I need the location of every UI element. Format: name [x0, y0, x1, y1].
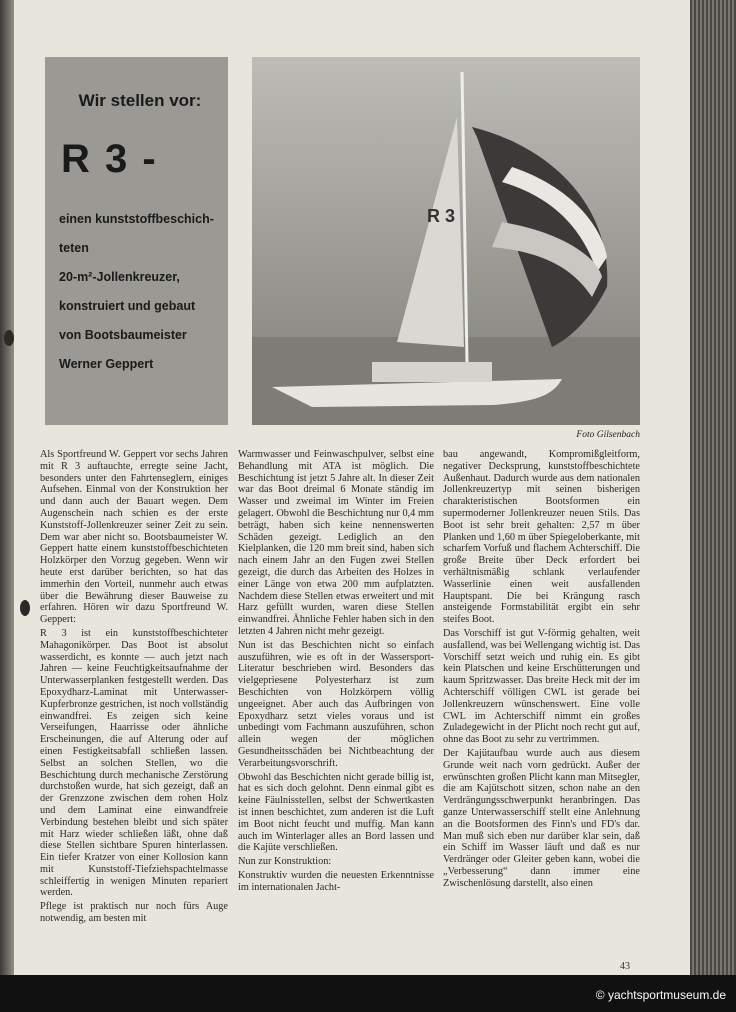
paragraph: Pflege ist praktisch nur noch fürs Auge notwendig, am besten mit — [40, 901, 228, 925]
paragraph: Nun ist das Beschichten nicht so einfach auszuführen, wie es oft in der Wassersport-Literatur beschrieben wird. Besonders das vielgepriesene Polyesterharz ist zum Beschichten von Holzkörpern völlig ungeeignet. Aber auch das Aufbringen von Epoxydharz setzt vieles voraus und ist unbedingt vom Fachmann auszuführen, schon allein wegen der möglichen Gesundheitsschäden bei Nichtbeachtung der Verarbeitungsvorschrift. — [238, 639, 434, 769]
photo-caption: Foto Gilsenbach — [576, 430, 640, 440]
subtitle-line: von Bootsbaumeister — [59, 328, 187, 342]
paragraph: Nun zur Konstruktion: — [238, 856, 332, 868]
copyright-credit: © yachtsportmuseum.de — [595, 988, 726, 1002]
paragraph: Warmwasser und Feinwaschpulver, selbst eine Behandlung mit ATA ist möglich. Die Beschichtung ist jetzt 5 Jahre alt. In dieser Zeit war das Boot dreimal 6 Monate ständig im Wasser und zweimal im Winter im Freien gelagert. Obwohl die Beschichtung nur 0,4 mm beträgt, haben sich keine nennenswerten Schäden gezeigt. Lediglich an den Kielplanken, die 120 mm breit sind, haben sich nach einem Jahr an den Fugen zwei Stellen gezeigt, die durch das Arbeiten des Holzes in einer Länge von etwa 200 mm aufplatzten. Nachdem diese Stellen etwas erweitert und mit Harz gefüllt wurden, waren diese Stellen einwandfrei. Ähnliche Fehler haben sich in den letzten 4 Jahren nicht mehr gezeigt. — [238, 449, 434, 637]
intro-box — [45, 57, 228, 425]
paragraph: Obwohl das Beschichten nicht gerade billig ist, hat es sich doch gelohnt. Denn einmal gibt es keine Fäulnisstellen, selbst der Schwertkasten ist innen beschichtet, zum anderen ist die Luft im Boot nicht feucht und muffig. Man kann auch im Winterlager alles an Bord lassen und die Kajüte verschließen. — [238, 771, 434, 854]
binding-hole — [4, 330, 14, 346]
subtitle-line: teten — [59, 241, 89, 255]
kicker: Wir stellen vor: — [78, 91, 202, 110]
paragraph: Das Vorschiff ist gut V-förmig gehalten, weit ausfallend, was bei Wellengang wichtig ist. Das Vorschiff setzt weich und ruhig ein. Es gibt kein Platschen und keine Erschütterungen und kaum Spritzwasser. Das breite Heck mit der im Achterschiff völligen CWL ist gerade bei Jollenkreuzern wünschenswert. Eine volle CWL im Achterschiff nimmt ein großes Zuladegewicht in der Plicht noch recht gut auf, ohne das Boot zu sehr zu vertrimmen. — [443, 627, 640, 746]
article-title: R 3 - — [61, 137, 158, 181]
subtitle-line: einen kunststoffbeschich- — [59, 212, 214, 226]
text-column-2 — [238, 449, 434, 895]
book-page-edges — [690, 0, 736, 975]
subtitle-line: konstruiert und gebaut — [59, 299, 196, 313]
subtitle-line: Werner Geppert — [59, 357, 154, 371]
sailboat-photo — [252, 57, 640, 425]
sail-number: R 3 — [427, 206, 456, 226]
subtitle — [59, 205, 224, 379]
paragraph: Konstruktiv wurden die neuesten Erkenntnisse im internationalen Jacht- — [238, 869, 434, 893]
subtitle-line: 20-m²-Jollenkreuzer, — [59, 270, 180, 284]
binding-hole — [20, 600, 30, 616]
text-column-3 — [443, 449, 640, 891]
paragraph: Der Kajütaufbau wurde auch aus diesem Grunde weit nach vorn gedrückt. Außer der erwünschten großen Plicht kann man Mitsegler, die am Kajütschott sitzen, schon nahe an den Verdrängungsschwerpunkt heranbringen. Das ganze Unterwasserschiff stellt eine Anlehnung an die Bootsformen des Finn's und FD's dar. Man muß sich eben nur darüber klar sein, daß ein Schiff im Wasser läuft und daß es nur Verdränger oder Gleiter geben kann, wobei die „Verbesserung“ dann immer eine Zwischenlösung darstellt, also einen — [443, 747, 640, 889]
paragraph: R 3 ist ein kunststoffbeschichteter Mahagonikörper. Das Boot ist absolut wasserdicht, es konnte — auch jetzt nach Jahren — keine Feuchtigkeitsaufnahme der Unterwasserplanken festgestellt werden. Das Epoxydharz-Laminat mit Unterwasser-Kupferbronze gestrichen, ist noch vollständig einwandfrei. Es zeigen sich keine Verseifungen, Haarrisse oder ähnliche Erscheinungen, die auf Alterung oder auf einen Festigkeitsabfall schließen lassen. Selbst an solchen Stellen, wo die Beschichtung durch mechanische Zerstörung durchstoßen wurde, hat sich gezeigt, daß an der Grenzzone zwischen dem rohen Holz und dem Laminat eine einwandfreie Verbindung bestehen bleibt und sich später mit Harz wieder schließen läßt, ohne daß diese Stellen sichtbare Spuren hinterlassen. Ein tiefer Kratzer von einer Kollosion kann mit Kunststoff-Tiefziehspachtelmasse schleiffertig in wenigen Minuten repariert werden. — [40, 627, 228, 899]
paragraph: Als Sportfreund W. Geppert vor sechs Jahren mit R 3 auftauchte, erregte seine Jacht, besonders unter den Fahrtenseglern, einiges Aufsehen. Einmal von der Konstruktion her und dann auch der Bauart wegen. Dem Augenschein nach schien es der erste Kunststoff-Jollenkreuzer seiner Zeit zu sein. Dem war aber nicht so. Bootsbaumeister W. Geppert hatte einem kunststoffbeschichteten Holzkörper den Vorzug gegeben. Wenn wir heute erst darüber berichten, so hat das immerhin den Vorteil, nunmehr auch etwas über die Bewährung dieser Bauweise zu erfahren. Hören wir dazu Sportfreund W. Geppert: — [40, 449, 228, 626]
page-number: 43 — [620, 961, 630, 972]
text-column-1 — [40, 449, 228, 927]
paragraph: bau angewandt, Kompromißgleitform, negativer Decksprung, kunststoffbeschichtete Außenhaut. Dadurch wurde aus dem nationalen Jollenkreuzertyp mit seinen bisherigen charakteristischen Bootsformen ein supermoderner Jollenkreuzer neuen Stils. Das Boot ist sehr breit gehalten: 2,57 m über Planken und 1,60 m über Spiegeloberkante, mit scharfem Vorfuß und flachem Achterschiff. Die große Breite über Deck erfordert bei verhältnismäßig schlank verlaufender Wasserlinie einen weit ausfallenden Hauptspant. Die bei Krängung rasch ansteigende Formstabilität ergibt ein sehr steifes Boot. — [443, 449, 640, 626]
